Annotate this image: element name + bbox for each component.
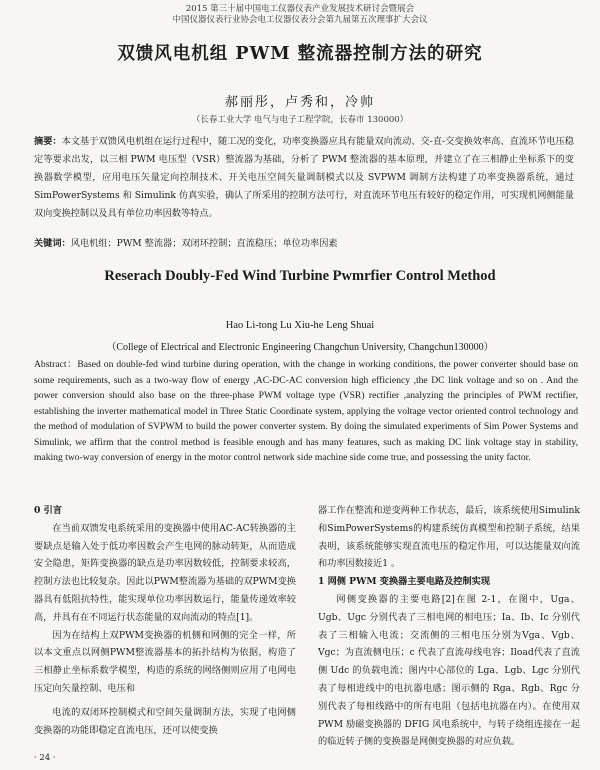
- section-heading-introduction: 0 引言: [34, 505, 62, 516]
- body-right-column: [318, 502, 580, 751]
- conference-header-line1: 2015 第三十届中国电工仪器仪表产业发展技术研讨会暨展会: [185, 4, 415, 14]
- page-number: · 24 ·: [34, 753, 56, 763]
- body-paragraph: 在当前双馈发电系统采用的变换器中使用AC-AC转换器的主要缺点是输入处于低功率因数会产生电网的脉动转矩，从而造成安全隐患，矩阵变换器的缺点是功率因数较低，控制要求较高，控制方法也比较复杂。因此以PWM整流器为基础的双PWM变换器具有低阻抗特性，能实现单位功率因数运行，能量传递效率较高，并具有在不同运行状态能量的双向流动的特点[1]。: [34, 522, 296, 623]
- paper-title-chinese: 双馈风电机组 PWM 整流器控制方法的研究: [117, 44, 483, 64]
- conference-header-line2: 中国仪器仪表行业协会电工仪器仪表分会第九届第五次理事扩大会议: [172, 15, 428, 25]
- section-heading-1: 1 网侧 PWM 变换器主要电路及控制实现: [318, 576, 491, 588]
- keywords-chinese-label: 关键词：: [34, 238, 71, 249]
- authors-english: Hao Li-tong Lu Xiu-he Leng Shuai: [225, 320, 375, 331]
- affiliation-chinese: （长春工业大学 电气与电子工程学院，长春市 130000）: [191, 115, 409, 125]
- body-paragraph: 因为在结构上双PWM变换器的机侧和网侧的完全一样，所以本文重点以网侧PWM整流器基本的拓扑结构为依据，构造了三相静止坐标系数学模型，构造的系统的网络侧则应用了电网电压定向矢量控制、电压和: [34, 629, 296, 694]
- keywords-chinese: [34, 235, 574, 253]
- abstract-english-text: Based on double-fed wind turbine during operation, with the change in working conditions, the power converter should base on some requirements, such as a two-way flow of energy ,AC-DC-AC conversion high efficiency ,the DC link voltage and so on . And the power conversion should also base on the three-phase PWM voltage type (VSR) rectifier ,analyzing the principles of PWM rectifier, establishing the inverter mathematical model in Three Static Coordinate system, applying the voltage vector oriented control technology and the method of modulation of SVPWM to build the power converter system. By doing the simulated experiments of Sim Power Systems and Simulink, we affirm that the control method is feasible enough and has many features, such as making DC link voltage stay in stability, making two-way conversion of energy in the motor control network side machine side come true, and possessing the unity factor.: [34, 359, 578, 463]
- affiliation-english: （College of Electrical and Electronic Engineering Changchun University, Changchun130000）: [106, 342, 494, 353]
- abstract-english: [34, 357, 578, 466]
- abstract-chinese-label: 摘要：: [34, 136, 62, 147]
- abstract-english-label: Abstract：: [34, 359, 78, 370]
- abstract-chinese-text: 本文基于双馈风电机组在运行过程中，随工况的变化，功率变换器应具有能量双向流动、交-直-交变换效率高、直流环节电压稳定等要求出发，以三相 PWM 电压型（VSR）整流器为基础，分析了 PWM 整流器的基本原理，并建立了在三相静止坐标系下的变换器数学模型，应用电压矢量定向控制技术、开关电压空间矢量调制模式以及 SVPWM 调制方法构建了功率变换器系统，通过 SimPowerSystems 和 Simulink 仿真实验，确认了所采用的控制方法可行，对直流环节电压有较好的稳定作用，可实现机网侧能量双向变换控制以及具有单位功率因数等特点。: [34, 136, 574, 219]
- body-left-column: [34, 502, 296, 739]
- authors-chinese: 郝丽彤，卢秀和，冷帅: [224, 95, 375, 110]
- paper-title-english: Reserach Doubly-Fed Wind Turbine Pwmrfier Control Method: [104, 268, 496, 284]
- body-paragraph: 网侧变换器的主要电路[2]在图 2-1，在图中，Uga、Ugb、Ugc 分别代表了三相电网的相电压；Ia、Ib、Ic 分别代表了三相输入电流；交流侧的三相电压分别为Vga、Vgb、Vgc；为直流侧电压；c 代表了直流母线电容；Iload代表了直流侧 Udc 的负载电流；图内中心部位的 Lga、Lgb、Lgc 分别代表了每相进线中的电抗器电感；图示侧的 Rga、Rgb、Rgc 分别代表了每相线路中的所有电阻（包括电抗器在内）。在使用双 PWM 励磁变换器的 DFIG 风电系统中，与转子绕组连接在一起的临近转子侧的变换器是网侧变换器的对应负载。: [318, 593, 580, 748]
- body-paragraph: 电流的双闭环控制模式和空间矢量调制方法，实现了电网侧变换器的功能即稳定直流电压，还可以使变换: [34, 706, 296, 736]
- body-paragraph: 器工作在整流和逆变两种工作状态，最后，该系统使用Simulink和SimPowerSystems的构建系统仿真模型和控制子系统，结果表明，该系统能够实现直流电压的稳定作用，可以达能量双向流和功率因数接近1 。: [318, 505, 580, 570]
- keywords-chinese-text: 风电机组；PWM 整流器；双闭环控制；直流稳压；单位功率因素: [70, 238, 338, 249]
- abstract-chinese: [34, 133, 574, 223]
